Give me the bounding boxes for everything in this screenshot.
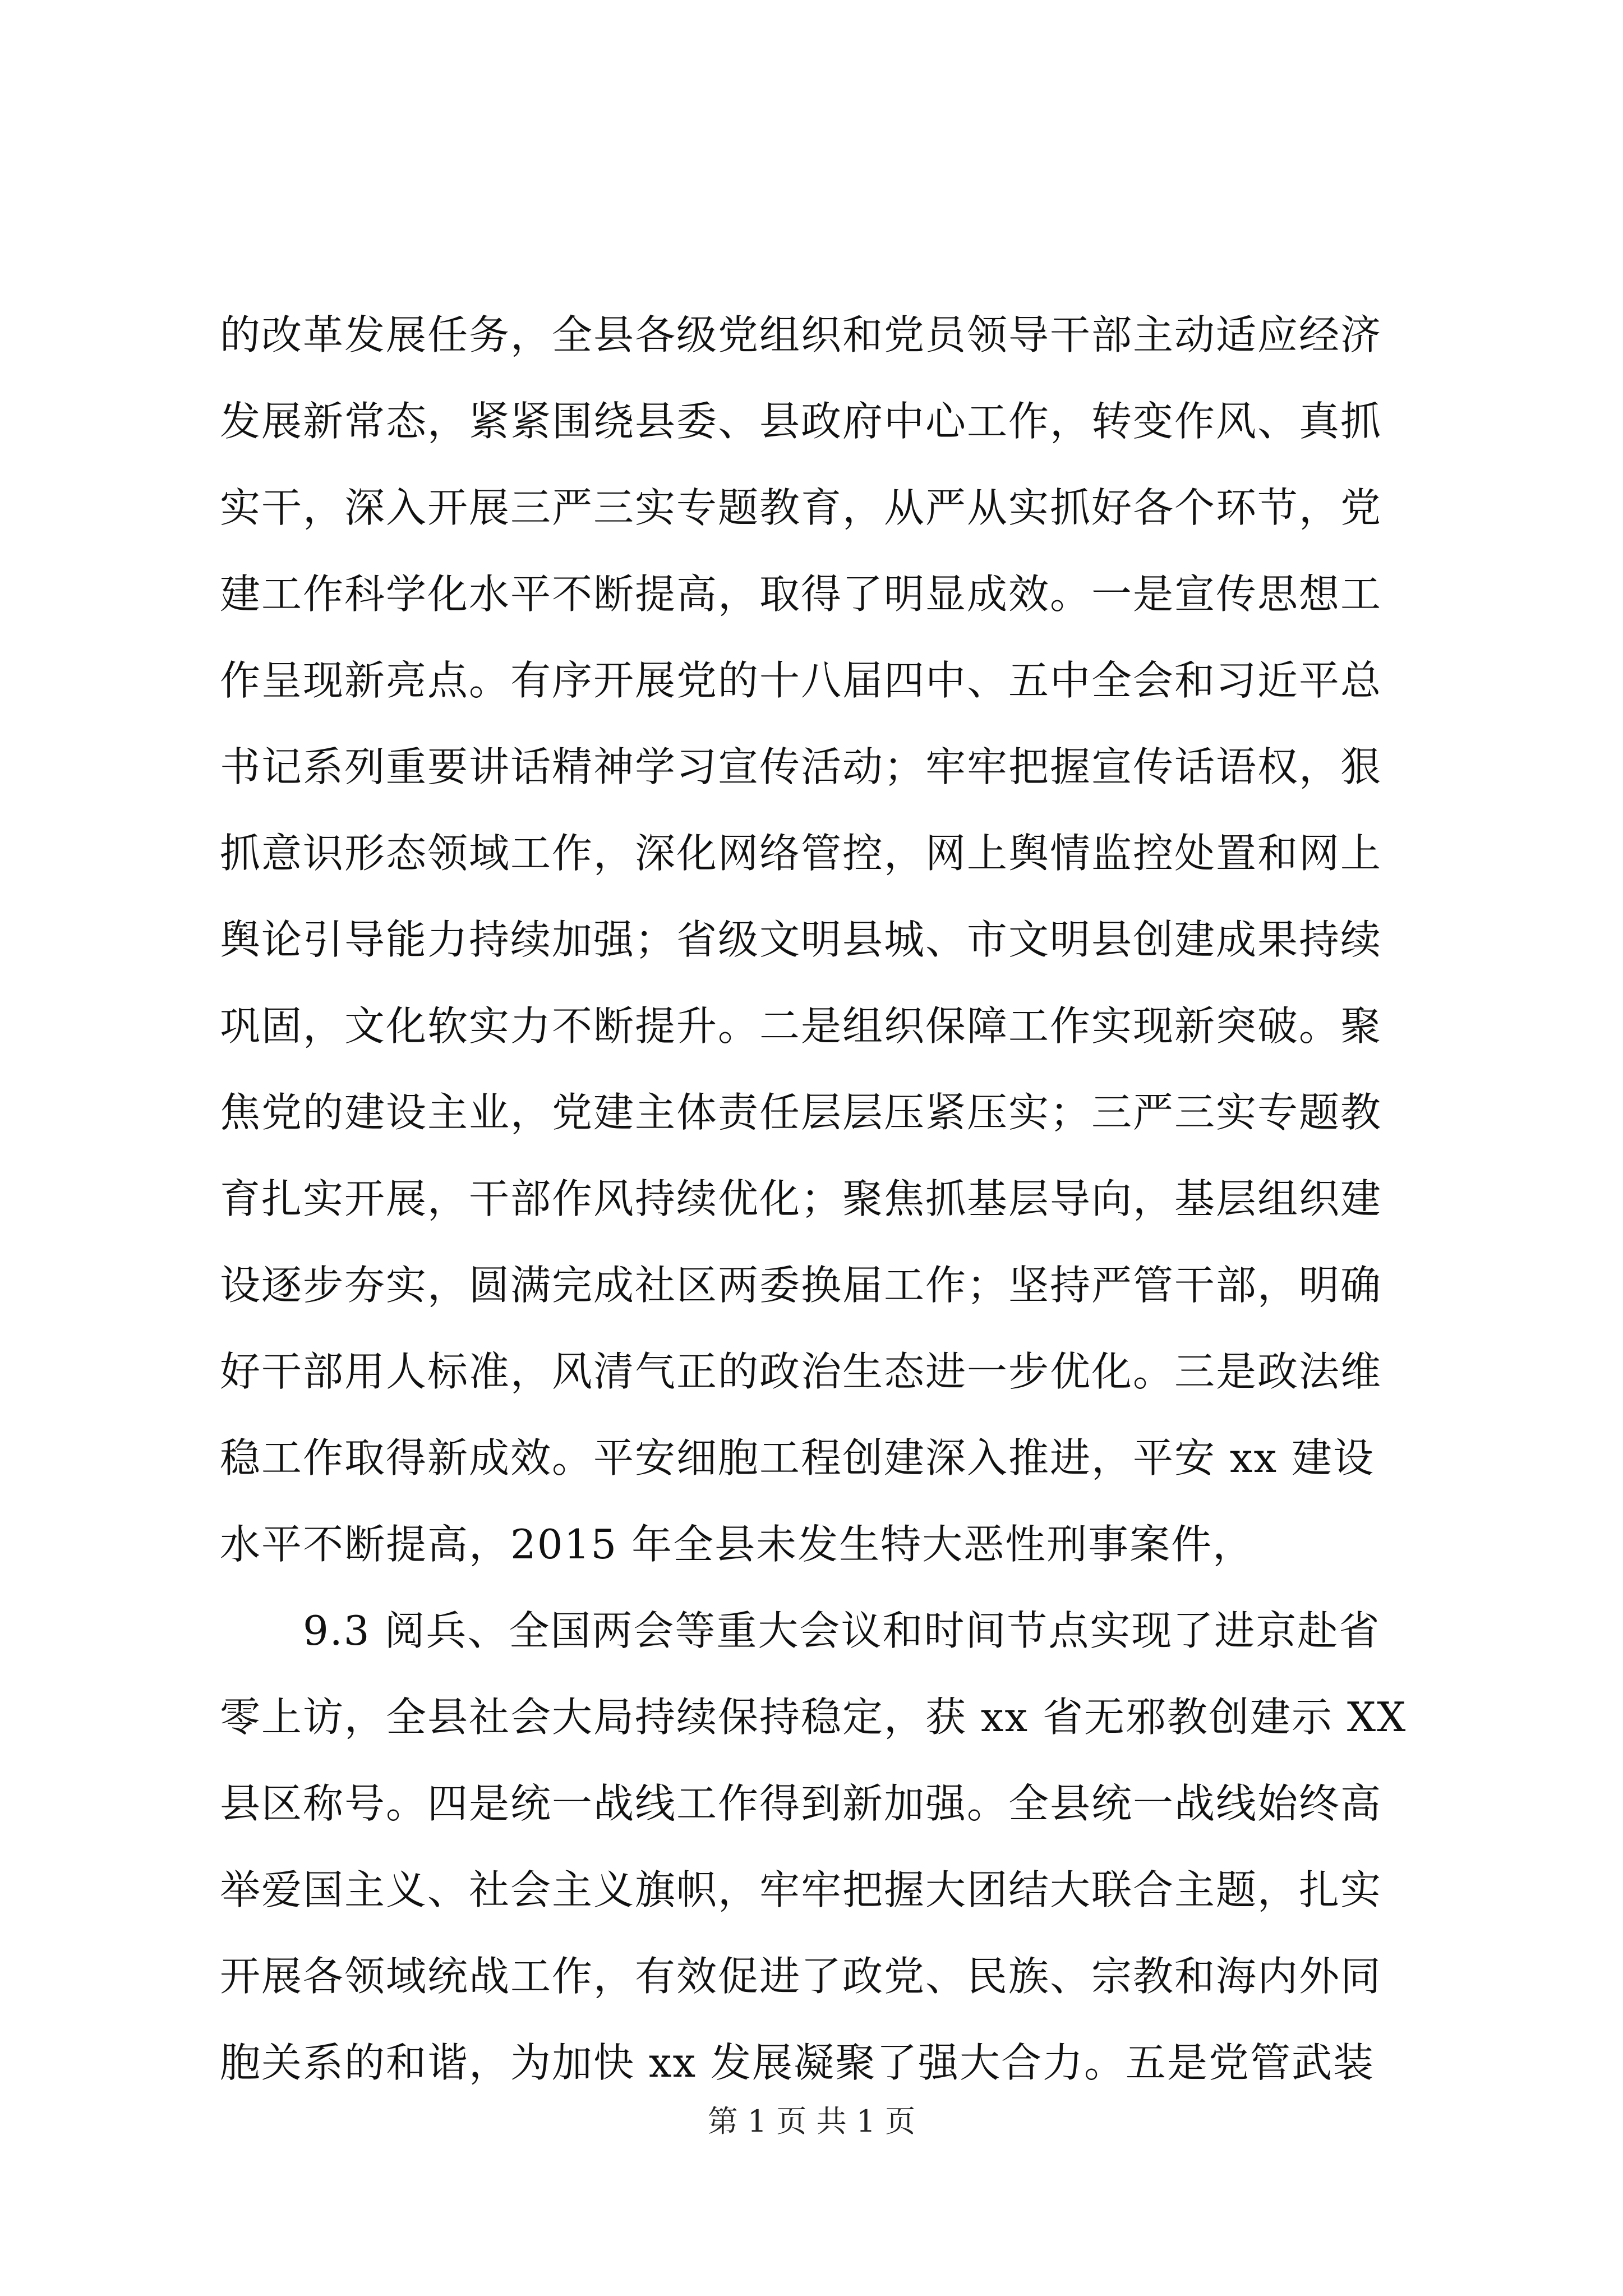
text-line: 舆论引导能力持续加强；省级文明县城、市文明县创建成果持续 bbox=[220, 916, 1382, 963]
text-line: 举爱国主义、社会主义旗帜，牢牢把握大团结大联合主题，扎实 bbox=[220, 1866, 1382, 1913]
text-line: 实干，深入开展三严三实专题教育，从严从实抓好各个环节，党 bbox=[220, 484, 1382, 531]
page-number-label: 第 1 页 共 1 页 bbox=[707, 2104, 916, 2139]
text-line: 焦党的建设主业，党建主体责任层层压紧压实；三严三实专题教 bbox=[220, 1089, 1382, 1136]
text-line: 育扎实开展，干部作风持续优化；聚焦抓基层导向，基层组织建 bbox=[220, 1175, 1382, 1222]
text-line: 抓意识形态领域工作，深化网络管控，网上舆情监控处置和网上 bbox=[220, 830, 1382, 877]
text-line: 县区称号。四是统一战线工作得到新加强。全县统一战线始终高 bbox=[220, 1780, 1382, 1827]
text-line: 发展新常态，紧紧围绕县委、县政府中心工作，转变作风、真抓 bbox=[220, 398, 1382, 445]
text-line: 9.3 阅兵、全国两会等重大会议和时间节点实现了进京赴省 bbox=[220, 1607, 1381, 1654]
text-line: 设逐步夯实，圆满完成社区两委换届工作；坚持严管干部，明确 bbox=[220, 1262, 1382, 1309]
text-line: 开展各领域统战工作，有效促进了政党、民族、宗教和海内外同 bbox=[220, 1953, 1382, 2000]
text-line: 书记系列重要讲话精神学习宣传活动；牢牢把握宣传话语权，狠 bbox=[220, 743, 1382, 790]
body-text bbox=[220, 292, 1420, 2106]
text-line: 巩固，文化软实力不断提升。二是组织保障工作实现新突破。聚 bbox=[220, 1002, 1382, 1050]
page-footer bbox=[0, 2099, 1623, 2144]
text-line: 作呈现新亮点。有序开展党的十八届四中、五中全会和习近平总 bbox=[220, 657, 1382, 704]
text-line: 建工作科学化水平不断提高，取得了明显成效。一是宣传思想工 bbox=[220, 570, 1382, 618]
text-line: 胞关系的和谐，为加快 xx 发展凝聚了强大合力。五是党管武装 bbox=[220, 2039, 1375, 2086]
text-line: 零上访，全县社会大局持续保持稳定，获 xx 省无邪教创建示 XX bbox=[220, 1694, 1407, 1741]
text-line: 水平不断提高，2015 年全县未发生特大恶性刑事案件， bbox=[220, 1521, 1255, 1568]
text-line: 好干部用人标准，风清气正的政治生态进一步优化。三是政法维 bbox=[220, 1348, 1382, 1395]
text-line: 稳工作取得新成效。平安细胞工程创建深入推进，平安 xx 建设 bbox=[220, 1434, 1375, 1481]
text-line: 的改革发展任务，全县各级党组织和党员领导干部主动适应经济 bbox=[220, 311, 1382, 358]
